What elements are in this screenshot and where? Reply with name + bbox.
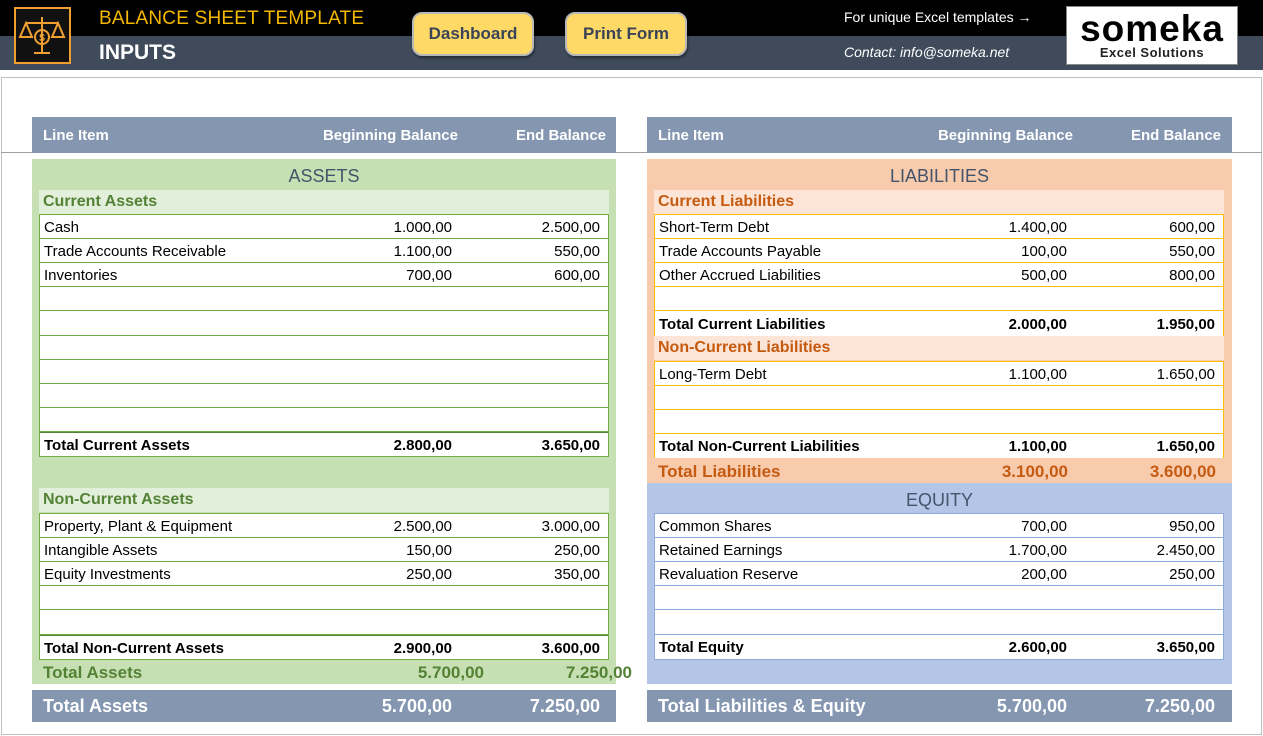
col-beginning-balance: Beginning Balance bbox=[322, 127, 458, 144]
table-row-empty[interactable] bbox=[40, 287, 608, 311]
total-noncurrent-liabilities-row bbox=[655, 434, 1223, 458]
equity-title: EQUITY bbox=[905, 490, 973, 510]
row-end: 2.450,00 bbox=[1156, 542, 1215, 559]
promo-link[interactable] bbox=[844, 9, 1032, 25]
grand-total-label: Total Liabilities & Equity bbox=[658, 696, 866, 716]
table-row-empty[interactable] bbox=[40, 336, 608, 360]
brand-name: someka bbox=[1080, 8, 1224, 49]
liabilities-title: LIABILITIES bbox=[889, 166, 990, 186]
current-assets-heading: Current Assets bbox=[39, 190, 609, 214]
table-row-empty[interactable] bbox=[655, 611, 1223, 635]
table-row[interactable] bbox=[40, 263, 608, 287]
row-end: 2.500,00 bbox=[541, 219, 600, 236]
table-row[interactable] bbox=[40, 215, 608, 239]
row-label: Total Equity bbox=[659, 639, 744, 656]
row-begin: 1.700,00 bbox=[1008, 542, 1067, 559]
row-begin: 1.000,00 bbox=[393, 219, 452, 236]
total-liabilities-row bbox=[654, 459, 1224, 483]
table-row[interactable] bbox=[655, 362, 1223, 386]
row-label: Total Non-Current Assets bbox=[44, 640, 225, 657]
grand-total-label: Total Assets bbox=[43, 696, 149, 716]
row-end: 3.600,00 bbox=[541, 640, 600, 657]
table-row[interactable] bbox=[40, 514, 608, 538]
row-label: Trade Accounts Payable bbox=[659, 243, 822, 260]
grand-total-end: 7.250,00 bbox=[529, 696, 600, 716]
col-beginning-balance: Beginning Balance bbox=[937, 127, 1073, 144]
table-row-empty[interactable] bbox=[40, 384, 608, 408]
table-row-empty[interactable] bbox=[40, 408, 608, 432]
row-begin: 2.900,00 bbox=[393, 640, 452, 657]
row-begin: 1.100,00 bbox=[1008, 438, 1067, 455]
table-row-empty[interactable] bbox=[655, 410, 1223, 434]
row-end: 3.650,00 bbox=[541, 437, 600, 454]
table-row-empty[interactable] bbox=[655, 386, 1223, 410]
row-begin: 700,00 bbox=[406, 267, 452, 284]
row-begin: 2.500,00 bbox=[393, 518, 452, 535]
row-begin: 700,00 bbox=[1021, 518, 1067, 535]
table-row[interactable] bbox=[655, 514, 1223, 538]
row-label: Equity Investments bbox=[44, 566, 171, 583]
total-equity-row bbox=[655, 635, 1223, 659]
noncurrent-liabilities-heading: Non-Current Liabilities bbox=[654, 336, 1224, 360]
brand-sub: Excel Solutions bbox=[1099, 45, 1205, 60]
table-row[interactable] bbox=[655, 562, 1223, 586]
table-row[interactable] bbox=[40, 239, 608, 263]
table-row[interactable] bbox=[40, 562, 608, 586]
current-liabilities-table bbox=[654, 214, 1224, 336]
table-row-empty[interactable] bbox=[40, 360, 608, 384]
equity-table bbox=[654, 513, 1224, 660]
svg-text:$: $ bbox=[39, 33, 45, 44]
row-begin: 250,00 bbox=[406, 566, 452, 583]
row-label: Common Shares bbox=[659, 518, 772, 535]
row-label: Long-Term Debt bbox=[659, 366, 767, 383]
row-end: 600,00 bbox=[1169, 219, 1215, 236]
row-end: 3.650,00 bbox=[1156, 639, 1215, 656]
row-end: 950,00 bbox=[1169, 518, 1215, 535]
row-label: Total Liabilities bbox=[658, 462, 781, 481]
grand-total-assets-bar bbox=[32, 690, 616, 722]
row-begin: 3.100,00 bbox=[1001, 462, 1068, 481]
noncurrent-liabilities-table bbox=[654, 361, 1224, 458]
total-current-liabilities-row bbox=[655, 312, 1223, 336]
assets-column-header bbox=[32, 117, 616, 153]
grand-total-le-bar bbox=[647, 690, 1232, 722]
table-row-empty[interactable] bbox=[40, 312, 608, 336]
app-title: BALANCE SHEET TEMPLATE bbox=[99, 8, 365, 29]
row-label: Total Non-Current Liabilities bbox=[659, 438, 860, 455]
row-end: 7.250,00 bbox=[565, 663, 632, 682]
row-begin: 150,00 bbox=[406, 542, 452, 559]
col-end-balance: End Balance bbox=[515, 127, 606, 144]
promo-text: For unique Excel templates bbox=[844, 9, 1014, 25]
liabilities-column-header bbox=[647, 117, 1232, 153]
contact-text[interactable]: Contact: info@someka.net bbox=[844, 44, 1010, 60]
row-end: 1.650,00 bbox=[1156, 438, 1215, 455]
row-begin: 2.600,00 bbox=[1008, 639, 1067, 656]
row-end: 350,00 bbox=[554, 566, 600, 583]
row-end: 800,00 bbox=[1169, 267, 1215, 284]
current-liabilities-heading: Current Liabilities bbox=[654, 190, 1224, 214]
grand-total-begin: 5.700,00 bbox=[996, 696, 1067, 716]
total-current-assets-row bbox=[40, 432, 608, 456]
table-row-empty[interactable] bbox=[40, 586, 608, 610]
row-label: Trade Accounts Receivable bbox=[44, 243, 227, 260]
liabilities-panel bbox=[647, 159, 1232, 483]
col-line-item: Line Item bbox=[658, 127, 724, 144]
total-noncurrent-assets-row bbox=[40, 635, 608, 659]
table-row-empty[interactable] bbox=[655, 287, 1223, 311]
row-end: 3.600,00 bbox=[1149, 462, 1216, 481]
row-label: Total Assets bbox=[43, 663, 143, 682]
row-begin: 2.000,00 bbox=[1008, 316, 1067, 333]
balance-scale-icon bbox=[14, 7, 71, 64]
assets-title: ASSETS bbox=[288, 166, 360, 186]
equity-panel bbox=[647, 483, 1232, 684]
current-assets-table bbox=[39, 214, 609, 457]
row-label: Revaluation Reserve bbox=[659, 566, 799, 583]
someka-logo[interactable] bbox=[1066, 6, 1238, 65]
row-label: Intangible Assets bbox=[44, 542, 158, 559]
row-begin: 2.800,00 bbox=[393, 437, 452, 454]
table-row-empty[interactable] bbox=[655, 586, 1223, 610]
noncurrent-assets-table bbox=[39, 513, 609, 660]
row-end: 1.650,00 bbox=[1156, 366, 1215, 383]
row-label: Retained Earnings bbox=[659, 542, 783, 559]
row-label: Property, Plant & Equipment bbox=[44, 518, 233, 535]
row-begin: 1.100,00 bbox=[393, 243, 452, 260]
row-begin: 1.100,00 bbox=[1008, 366, 1067, 383]
row-begin: 200,00 bbox=[1021, 566, 1067, 583]
row-label: Total Current Assets bbox=[44, 437, 190, 454]
row-end: 3.000,00 bbox=[541, 518, 600, 535]
col-line-item: Line Item bbox=[43, 127, 109, 144]
row-end: 250,00 bbox=[554, 542, 600, 559]
total-assets-row bbox=[39, 660, 632, 684]
row-begin: 1.400,00 bbox=[1008, 219, 1067, 236]
row-label: Short-Term Debt bbox=[659, 219, 770, 236]
page-title: INPUTS bbox=[99, 41, 177, 64]
row-begin: 500,00 bbox=[1021, 267, 1067, 284]
table-row[interactable] bbox=[655, 239, 1223, 263]
col-end-balance: End Balance bbox=[1130, 127, 1221, 144]
row-label: Cash bbox=[44, 219, 80, 236]
row-end: 250,00 bbox=[1169, 566, 1215, 583]
print-form-button[interactable]: Print Form bbox=[565, 12, 687, 56]
noncurrent-assets-heading: Non-Current Assets bbox=[39, 488, 609, 512]
row-end: 550,00 bbox=[554, 243, 600, 260]
row-label: Total Current Liabilities bbox=[659, 316, 826, 333]
table-row[interactable] bbox=[40, 538, 608, 562]
grand-total-begin: 5.700,00 bbox=[381, 696, 452, 716]
row-end: 600,00 bbox=[554, 267, 600, 284]
grand-total-end: 7.250,00 bbox=[1144, 696, 1215, 716]
row-end: 550,00 bbox=[1169, 243, 1215, 260]
row-begin: 5.700,00 bbox=[417, 663, 484, 682]
table-row[interactable] bbox=[655, 263, 1223, 287]
arrow-right-icon: → bbox=[1017, 9, 1032, 25]
row-begin: 100,00 bbox=[1021, 243, 1067, 260]
row-label: Inventories bbox=[44, 267, 118, 284]
row-label: Other Accrued Liabilities bbox=[659, 267, 821, 284]
assets-panel bbox=[32, 159, 632, 684]
row-end: 1.950,00 bbox=[1156, 316, 1215, 333]
table-row[interactable] bbox=[655, 538, 1223, 562]
table-row-empty[interactable] bbox=[40, 611, 608, 635]
dashboard-button[interactable]: Dashboard bbox=[412, 12, 534, 56]
table-row[interactable] bbox=[655, 215, 1223, 239]
